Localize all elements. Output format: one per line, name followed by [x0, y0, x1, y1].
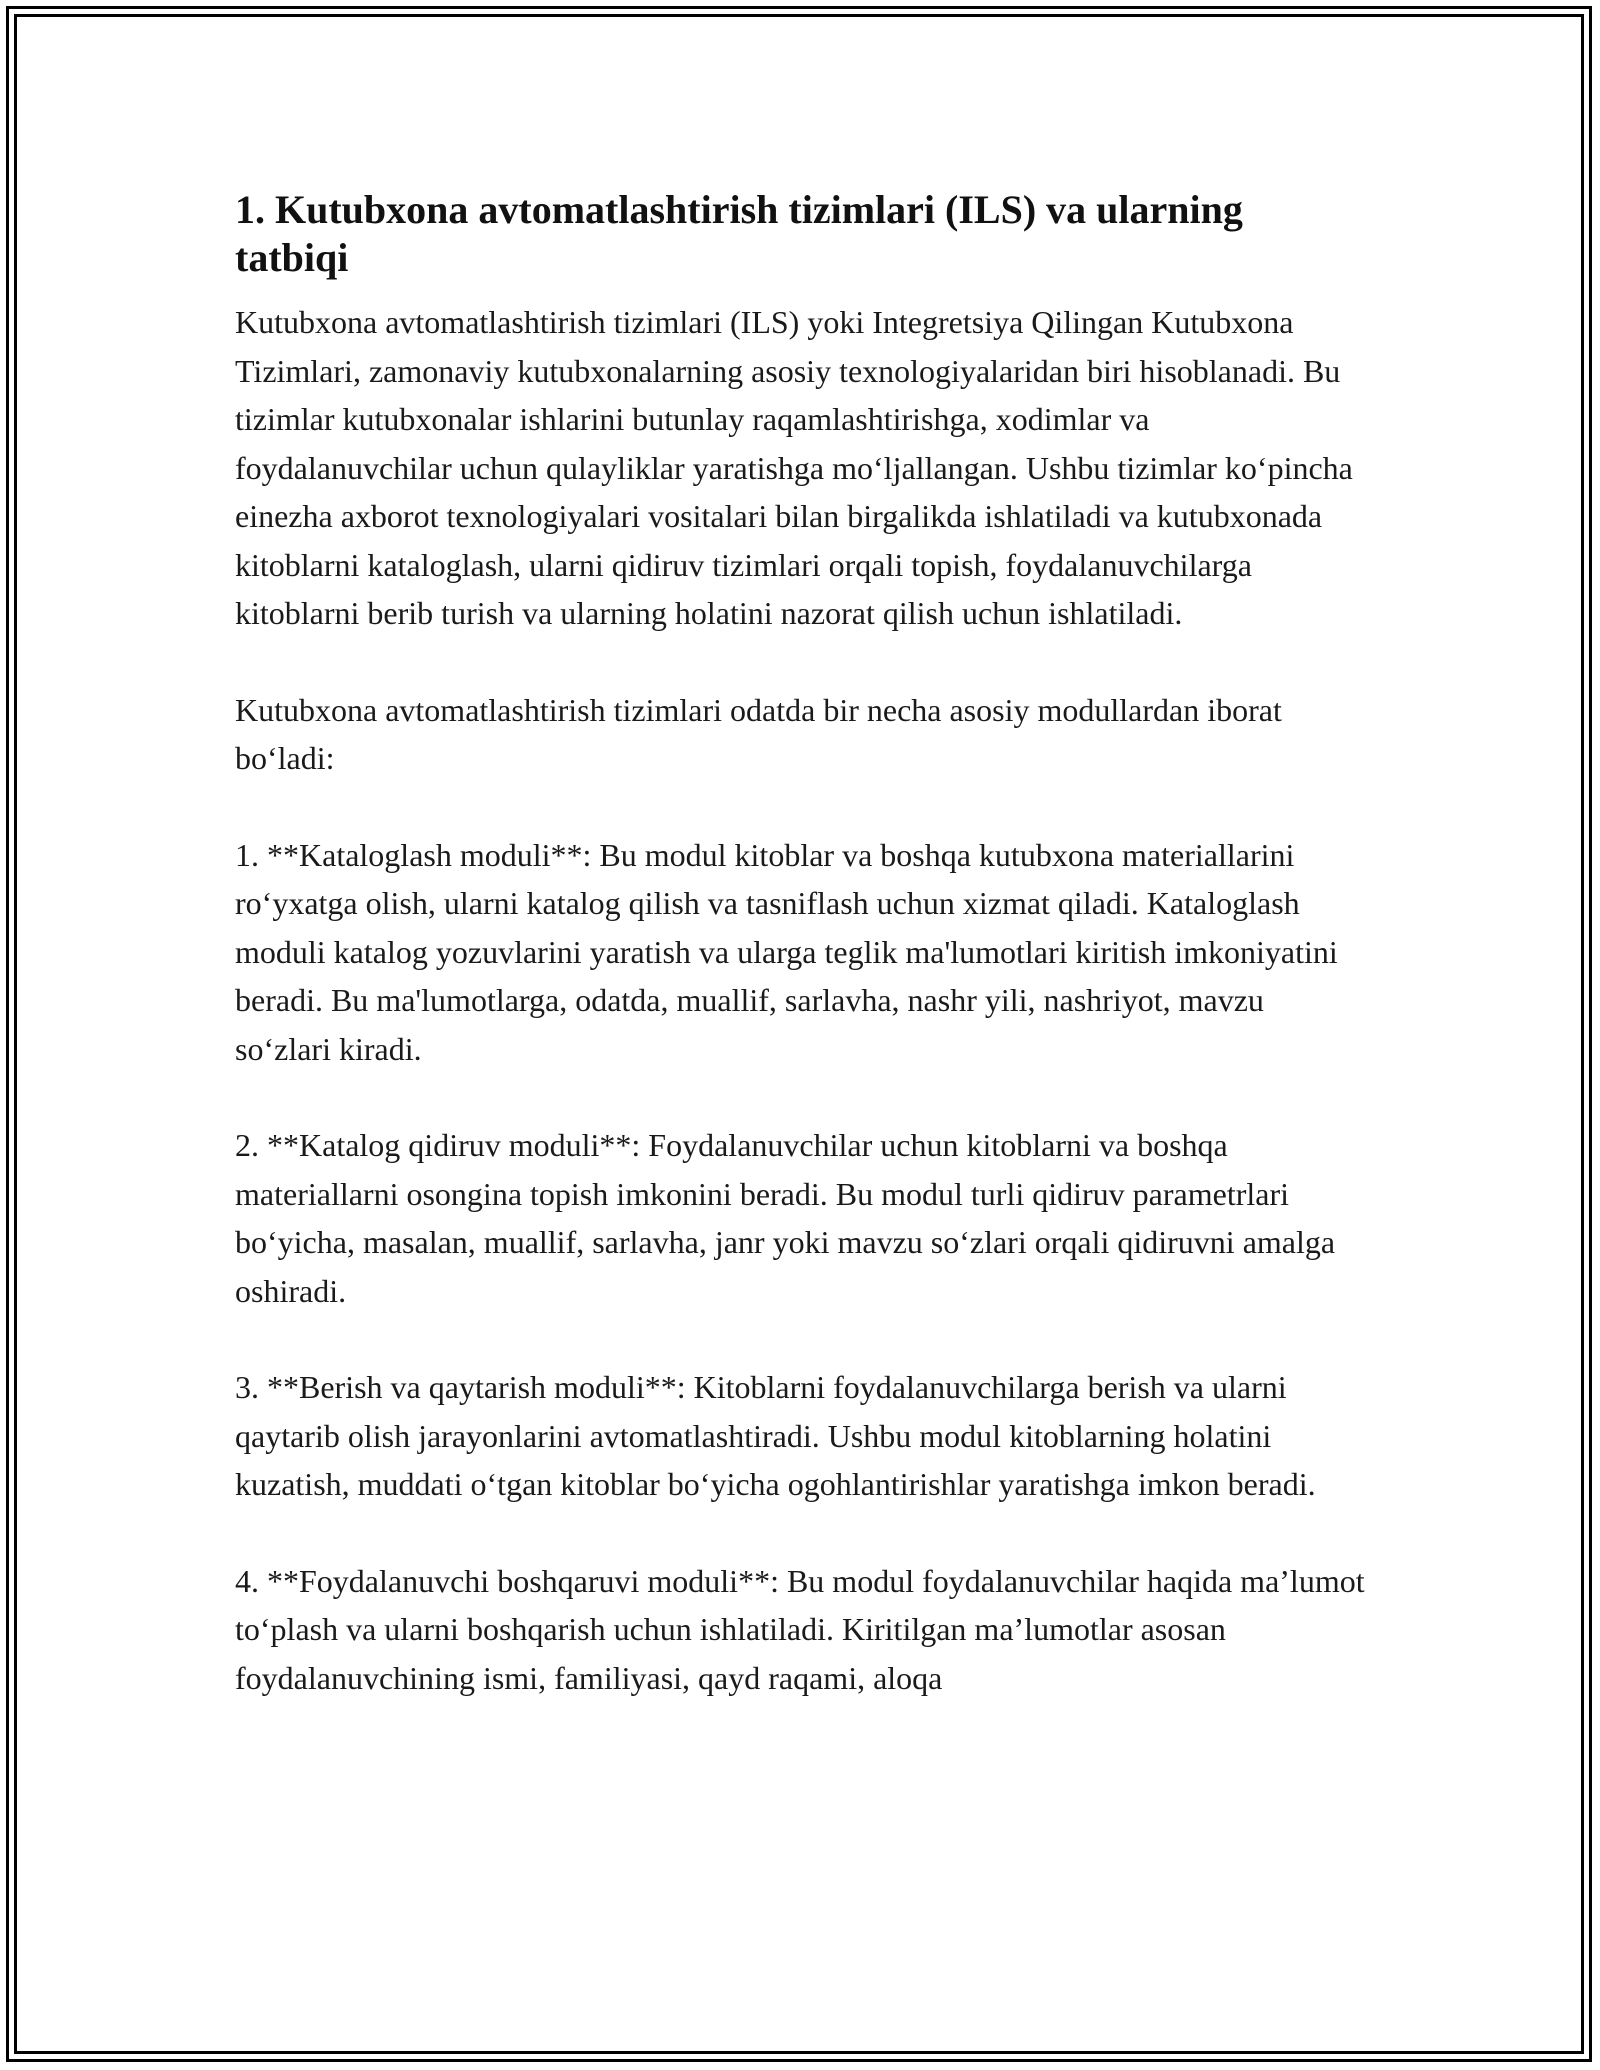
paragraph-search-module: 2. **Katalog qidiruv moduli**: Foydalanuvchilar uchun kitoblarni va boshqa materiallarni osongina topish imkonini beradi. Bu modul turli qidiruv parametrlari bo‘yicha, masalan, muallif, sarlavha, janr yoki mavzu so‘zlari orqali qidiruvni amalga oshiradi.: [235, 1127, 1336, 1309]
document-body: [235, 186, 1365, 1750]
document-title: 1. Kutubxona avtomatlashtirish tizimlari (ILS) va ularning tatbiqi: [235, 187, 1243, 280]
paragraph-intro: Kutubxona avtomatlashtirish tizimlari (ILS) yoki Integretsiya Qilingan Kutubxona Tizimlari, zamonaviy kutubxonalarning asosiy texnologiyalaridan biri hisoblanadi. Bu tizimlar kutubxonalar ishlarini butunlay raqamlashtirishga, xodimlar va foydalanuvchilar uchun qulayliklar yaratishga mo‘ljallangan. Ushbu tizimlar ko‘pincha einezha axborot texnologiyalari vositalari bilan birgalikda ishlatiladi va kutubxonada kitoblarni kataloglash, ularni qidiruv tizimlari orqali topish, foydalanuvchilarga kitoblarni berib turish va ularning holatini nazorat qilish uchun ishlatiladi.: [235, 304, 1353, 631]
paragraph-circulation-module: 3. **Berish va qaytarish moduli**: Kitoblarni foydalanuvchilarga berish va ularni qaytarib olish jarayonlarini avtomatlashtiradi. Ushbu modul kitoblarning holatini kuzatish, muddati o‘tgan kitoblar bo‘yicha ogohlantirishlar yaratishga imkon beradi.: [235, 1369, 1316, 1502]
paragraph-user-management-module: 4. **Foydalanuvchi boshqaruvi moduli**: Bu modul foydalanuvchilar haqida ma’lumot to‘plash va ularni boshqarish uchun ishlatiladi. Kiritilgan ma’lumotlar asosan foydalanuvchining ismi, familiyasi, qayd raqami, aloqa: [235, 1562, 1365, 1696]
paragraph-cataloging-module: 1. **Kataloglash moduli**: Bu modul kitoblar va boshqa kutubxona materiallarini ro‘yxatga olish, ularni katalog qilish va tasniflash uchun xizmat qiladi. Kataloglash moduli katalog yozuvlarini yaratish va ularga teglik ma'lumotlari kiritish imkoniyatini beradi. Bu ma'lumotlarga, odatda, muallif, sarlavha, nashr yili, nashriyot, mavzu so‘zlari kiradi.: [235, 836, 1338, 1067]
paragraph-modules-lead: Kutubxona avtomatlashtirish tizimlari odatda bir necha asosiy modullardan iborat bo‘ladi:: [235, 691, 1282, 776]
